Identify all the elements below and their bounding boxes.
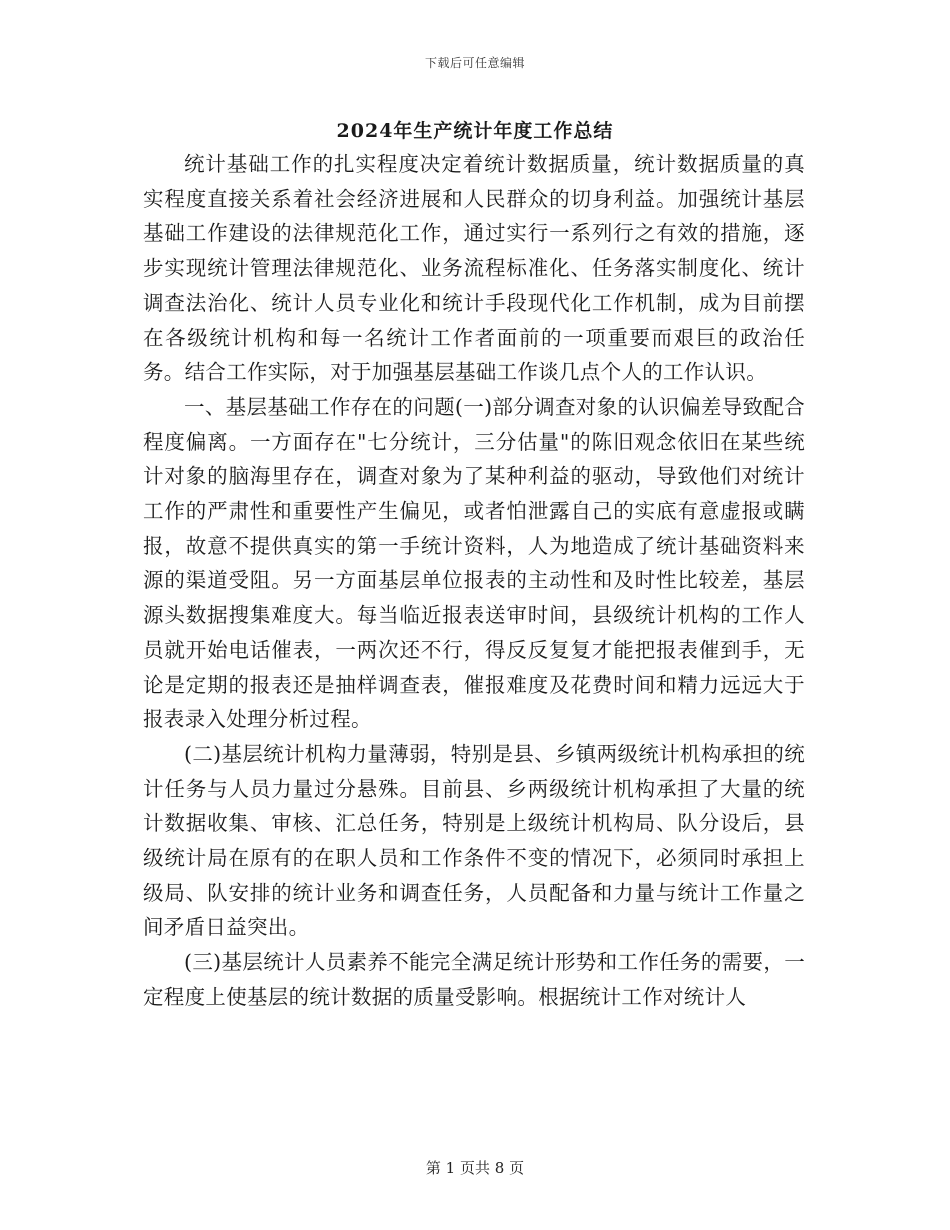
paragraph-section-3: (三)基层统计人员素养不能完全满足统计形势和工作任务的需要，一定程度上使基层的统计数据的质量受影响。根据统计工作对统计人 <box>143 950 805 1009</box>
paragraph-intro: 统计基础工作的扎实程度决定着统计数据质量，统计数据质量的真实程度直接关系着社会经济进展和人民群众的切身利益。加强统计基层基础工作建设的法律规范化工作，通过实行一系列行之有效的措施，逐步实现统计管理法律规范化、业务流程标准化、任务落实制度化、统计调查法治化、统计人员专业化和统计手段现代化工作机制，成为目前摆在各级统计机构和每一名统计工作者面前的一项重要而艰巨的政治任务。结合工作实际，对于加强基层基础工作谈几点个人的工作认识。 <box>143 152 805 385</box>
document-body <box>143 147 805 1015</box>
document-title: 2024年生产统计年度工作总结 <box>336 120 614 142</box>
page-number: 第 1 页共 8 页 <box>425 1159 525 1177</box>
page-header-note: 下载后可任意编辑 <box>424 56 525 70</box>
paragraph-section-1: 一、基层基础工作存在的问题(一)部分调查对象的认识偏差导致配合程度偏离。一方面存在"七分统计，三分估量"的陈旧观念依旧在某些统计对象的脑海里存在，调查对象为了某种利益的驱动，导致他们对统计工作的严肃性和重要性产生偏见，或者怕泄露自己的实底有意虚报或瞒报，故意不提供真实的第一手统计资料，人为地造成了统计基础资料来源的渠道受阻。另一方面基层单位报表的主动性和及时性比较差，基层源头数据搜集难度大。每当临近报表送审时间，县级统计机构的工作人员就开始电话催表，一两次还不行，得反反复复才能把报表催到手，无论是定期的报表还是抽样调查表，催报难度及花费时间和精力远远大于报表录入处理分析过程。 <box>143 394 805 732</box>
paragraph-section-2: (二)基层统计机构力量薄弱，特别是县、乡镇两级统计机构承担的统计任务与人员力量过分悬殊。目前县、乡两级统计机构承担了大量的统计数据收集、审核、汇总任务，特别是上级统计机构局、队分设后，县级统计局在原有的在职人员和工作条件不变的情况下，必须同时承担上级局、队安排的统计业务和调查任务，人员配备和力量与统计工作量之间矛盾日益突出。 <box>143 741 805 940</box>
